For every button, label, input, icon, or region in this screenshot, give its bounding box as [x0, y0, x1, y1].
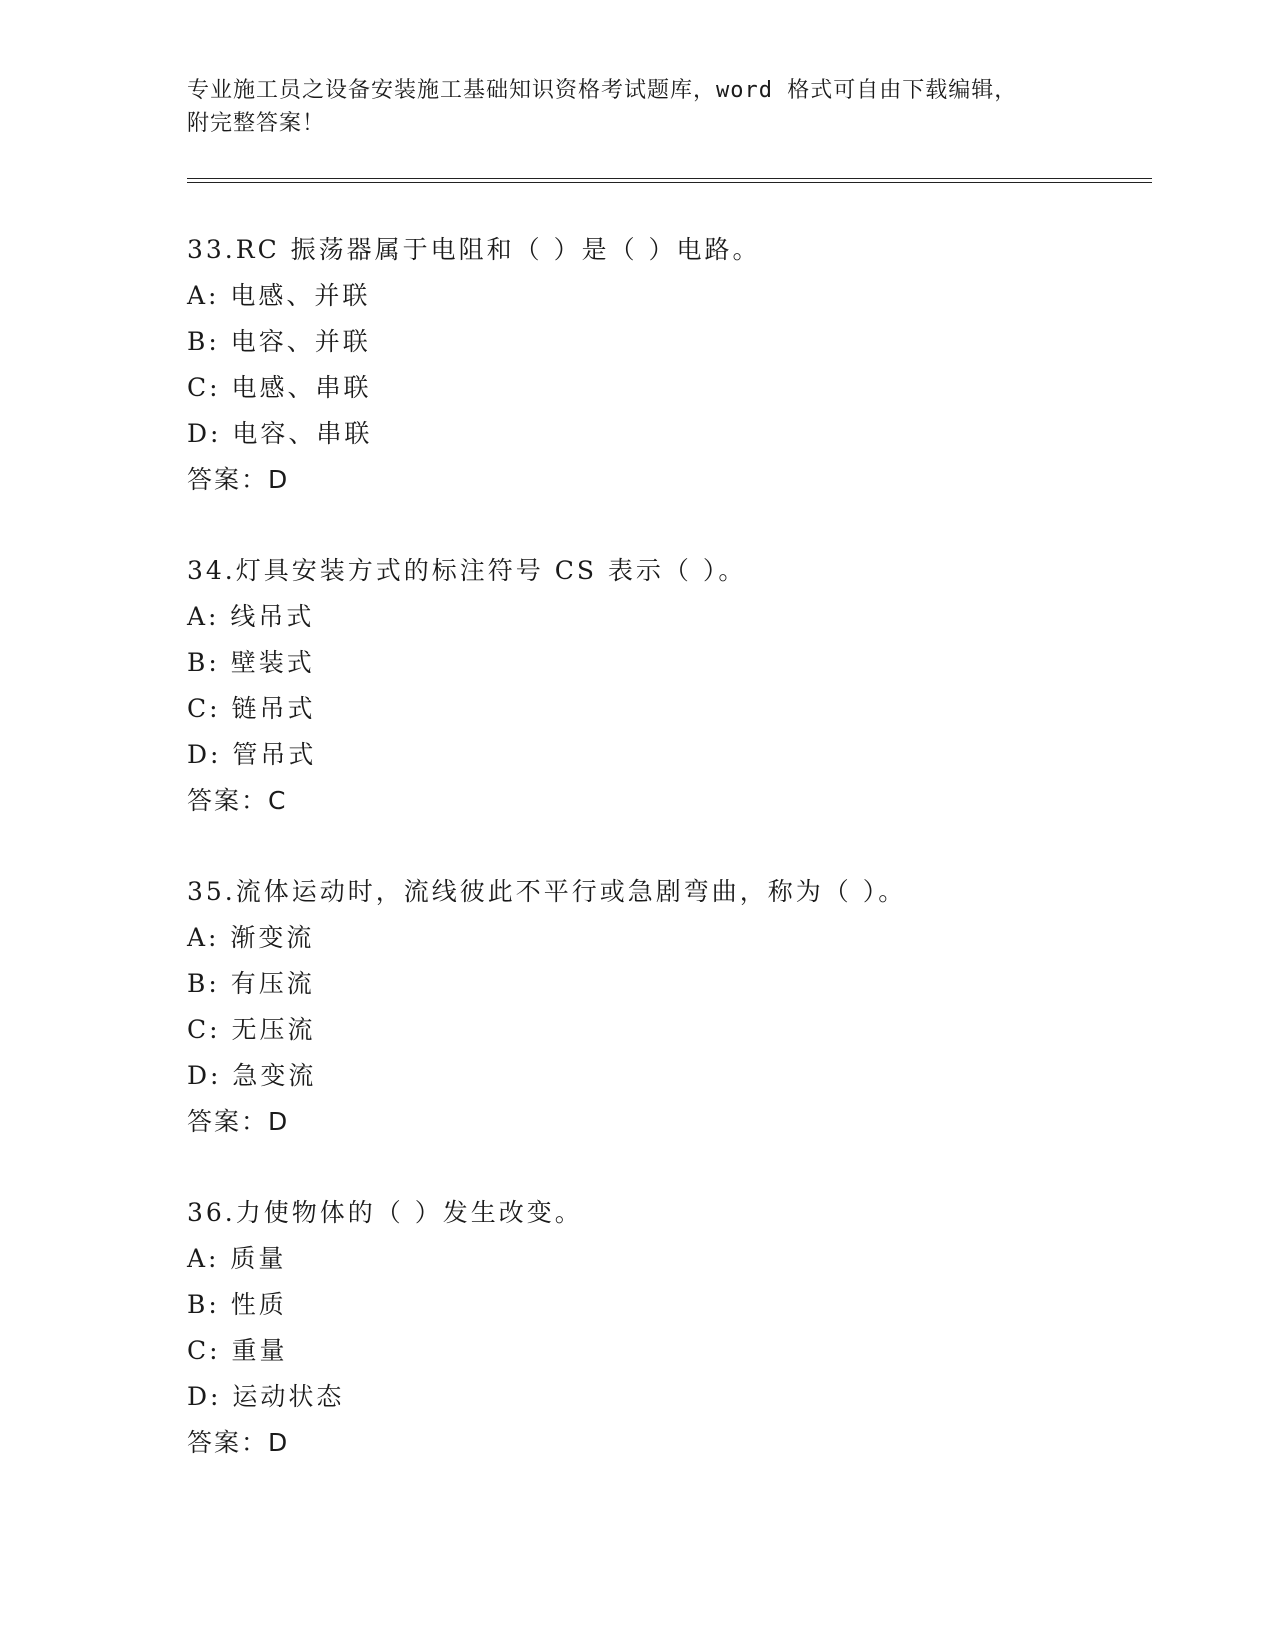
option-c: C: 无压流	[187, 1015, 316, 1044]
option-d: D: 运动状态	[187, 1382, 345, 1411]
option-b: B: 有压流	[187, 969, 315, 998]
option-b: B: 壁装式	[187, 648, 315, 677]
option-a: A: 渐变流	[187, 923, 315, 952]
document-header	[187, 74, 1087, 140]
option-b: B: 性质	[187, 1290, 287, 1319]
header-divider	[187, 178, 1152, 183]
option-c: C: 链吊式	[187, 694, 316, 723]
question-title: 35.流体运动时，流线彼此不平行或急剧弯曲，称为（ ）。	[187, 877, 907, 906]
option-d: D: 管吊式	[187, 740, 317, 769]
option-a: A: 电感、并联	[187, 281, 371, 310]
option-a: A: 质量	[187, 1244, 287, 1273]
question-title: 36.力使物体的（ ）发生改变。	[187, 1198, 583, 1227]
option-d: D: 急变流	[187, 1061, 317, 1090]
question-block	[187, 556, 1147, 832]
question-title: 34.灯具安装方式的标注符号 CS 表示（ ）。	[187, 556, 747, 585]
option-b: B: 电容、并联	[187, 327, 371, 356]
option-c: C: 电感、串联	[187, 373, 372, 402]
question-title: 33.RC 振荡器属于电阻和（ ）是（ ）电路。	[187, 235, 761, 264]
header-line-2: 附完整答案！	[187, 111, 326, 136]
question-block	[187, 235, 1147, 511]
question-block	[187, 1198, 1147, 1474]
question-block	[187, 877, 1147, 1153]
option-c: C: 重量	[187, 1336, 288, 1365]
option-d: D: 电容、串联	[187, 419, 373, 448]
option-a: A: 线吊式	[187, 602, 315, 631]
answer-line: 答案：D	[187, 465, 290, 494]
answer-line: 答案：D	[187, 1428, 290, 1457]
answer-line: 答案：D	[187, 1107, 290, 1136]
header-line-1: 专业施工员之设备安装施工基础知识资格考试题库，word 格式可自由下载编辑，	[187, 78, 1018, 103]
answer-line: 答案：C	[187, 786, 288, 815]
